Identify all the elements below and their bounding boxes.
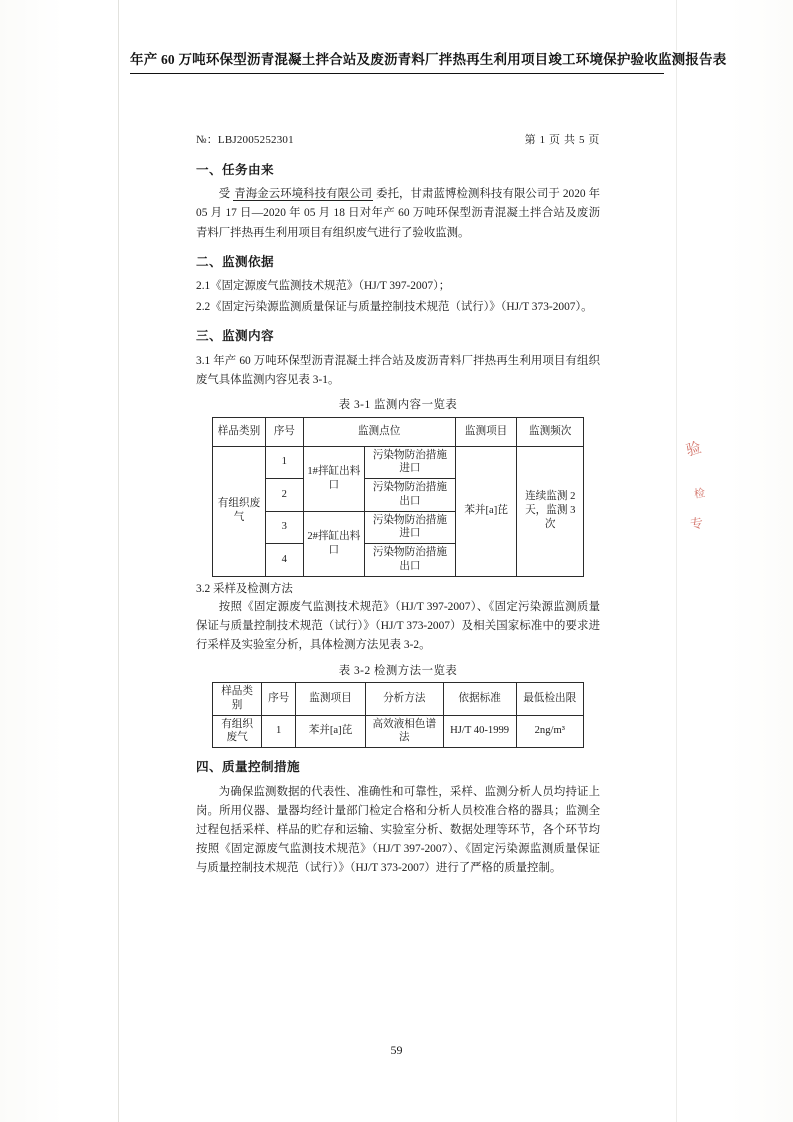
table-row: [213, 446, 584, 479]
th-monitoring-item: 监测项目: [455, 417, 517, 446]
th-standard: 依据标准: [443, 683, 516, 716]
cell-point: 污染物防治措施进口: [365, 446, 456, 479]
th-analysis-method: 分析方法: [365, 683, 443, 716]
cell-no: 2: [265, 479, 303, 512]
th-monitoring-frequency: 监测频次: [517, 417, 584, 446]
section-1-paragraph: [196, 185, 600, 242]
report-number: №：LBJ2005252301: [196, 134, 294, 146]
section-3-1-paragraph: 3.1 年产 60 万吨环保型沥青混凝土拌合站及废沥青料厂拌热再生利用项目有组织废气具体监测内容见表 3-1。: [196, 354, 600, 386]
cell-sample-type: 有组织废气: [213, 715, 262, 748]
cell-standard: HJ/T 40-1999: [443, 715, 516, 748]
section-3-2-title: 3.2 采样及检测方法: [196, 582, 293, 595]
header-divider: [130, 73, 664, 74]
document-body: [196, 132, 600, 880]
cell-no: 1: [262, 715, 296, 748]
cell-monitoring-frequency: 连续监测 2 天，监测 3 次: [517, 446, 584, 576]
section-3-heading: 三、监测内容: [196, 329, 274, 344]
th-sample-type: 样品类别: [213, 417, 266, 446]
red-stamp-fragment-3: 专: [688, 514, 705, 533]
monitoring-basis-item-1: 2.1《固定源废气监测技术规范》（HJ/T 397-2007）；: [196, 280, 451, 293]
red-stamp-fragment-1: 验: [684, 440, 703, 460]
cell-detection-limit: 2ng/m³: [516, 715, 583, 748]
red-stamp-fragment-2: 检: [693, 487, 706, 501]
cell-point-group-1: 1#拌缸出料口: [303, 446, 365, 511]
entrusting-company-name: 青海金云环境科技有限公司: [234, 188, 373, 201]
table-detection-methods: [212, 682, 584, 748]
cell-point: 污染物防治措施出口: [365, 544, 456, 577]
page-indicator: 第 1 页 共 5 页: [524, 134, 600, 146]
cell-point-group-2: 2#拌缸出料口: [303, 511, 365, 576]
cell-sample-type: 有组织废气: [213, 446, 266, 576]
cell-analysis-method: 高效液相色谱法: [365, 715, 443, 748]
report-meta-row: [196, 132, 600, 150]
entrust-rest: 委托，甘肃蓝博检测科技有限公司于 2020 年 05 月 17 日—2020 年 05 月 18 日对年产 60 万吨环保型沥青混凝土拌合站及废沥青料厂拌热再生利用项目有组织废气进行了验收监测。: [196, 188, 600, 239]
footer-page-number: 59: [390, 1043, 403, 1057]
entrust-prefix: 受: [218, 188, 231, 201]
th-monitoring-item: 监测项目: [296, 683, 366, 716]
cell-no: 4: [265, 544, 303, 577]
th-monitoring-point: 监测点位: [303, 417, 455, 446]
cell-point: 污染物防治措施出口: [365, 479, 456, 512]
cell-monitoring-item: 苯并[a]芘: [455, 446, 517, 576]
table-3-1-header-row: [213, 417, 584, 446]
table-3-2-header-row: [213, 683, 584, 716]
cell-no: 1: [265, 446, 303, 479]
section-1-heading: 一、任务由来: [196, 162, 274, 177]
monitoring-basis-item-2: 2.2《固定污染源监测质量保证与质量控制技术规范（试行）》（HJ/T 373-2007）。: [196, 301, 593, 314]
section-2-heading: 二、监测依据: [196, 254, 274, 269]
th-serial-no: 序号: [265, 417, 303, 446]
th-serial-no: 序号: [262, 683, 296, 716]
section-4-paragraph: 为确保监测数据的代表性、准确性和可靠性，采样、监测分析人员均持证上岗。所用仪器、量器均经计量部门检定合格和分析人员校准合格的器具；监测全过程包括采样、样品的贮存和运输、实验室分析、数据处理等环节，各个环节均按照《固定源废气监测技术规范》（HJ/T 397-2007）、《固定污染源监测质量保证与质量控制技术规范（试行）》（HJ/T 373-2007）进行了严格的质量控制。: [196, 785, 600, 875]
th-sample-type: 样品类别: [213, 683, 262, 716]
cell-point: 污染物防治措施进口: [365, 511, 456, 544]
table-3-1-caption: 表 3-1 监测内容一览表: [338, 399, 458, 412]
table-row: [213, 715, 584, 748]
table-monitoring-content: [212, 417, 584, 577]
th-detection-limit: 最低检出限: [516, 683, 583, 716]
section-4-heading: 四、质量控制措施: [196, 760, 300, 775]
document-header-title: 年产 60 万吨环保型沥青混凝土拌合站及废沥青料厂拌热再生利用项目竣工环境保护验收监测报告表: [130, 52, 727, 67]
table-3-2-caption: 表 3-2 检测方法一览表: [338, 664, 458, 677]
cell-monitoring-item: 苯并[a]芘: [296, 715, 366, 748]
cell-no: 3: [265, 511, 303, 544]
section-3-2-paragraph: 按照《固定源废气监测技术规范》（HJ/T 397-2007）、《固定污染源监测质量保证与质量控制技术规范（试行）》（HJ/T 373-2007）及相关国家标准中的要求进行采样及实验室分析，具体检测方法见表 3-2。: [196, 601, 600, 652]
